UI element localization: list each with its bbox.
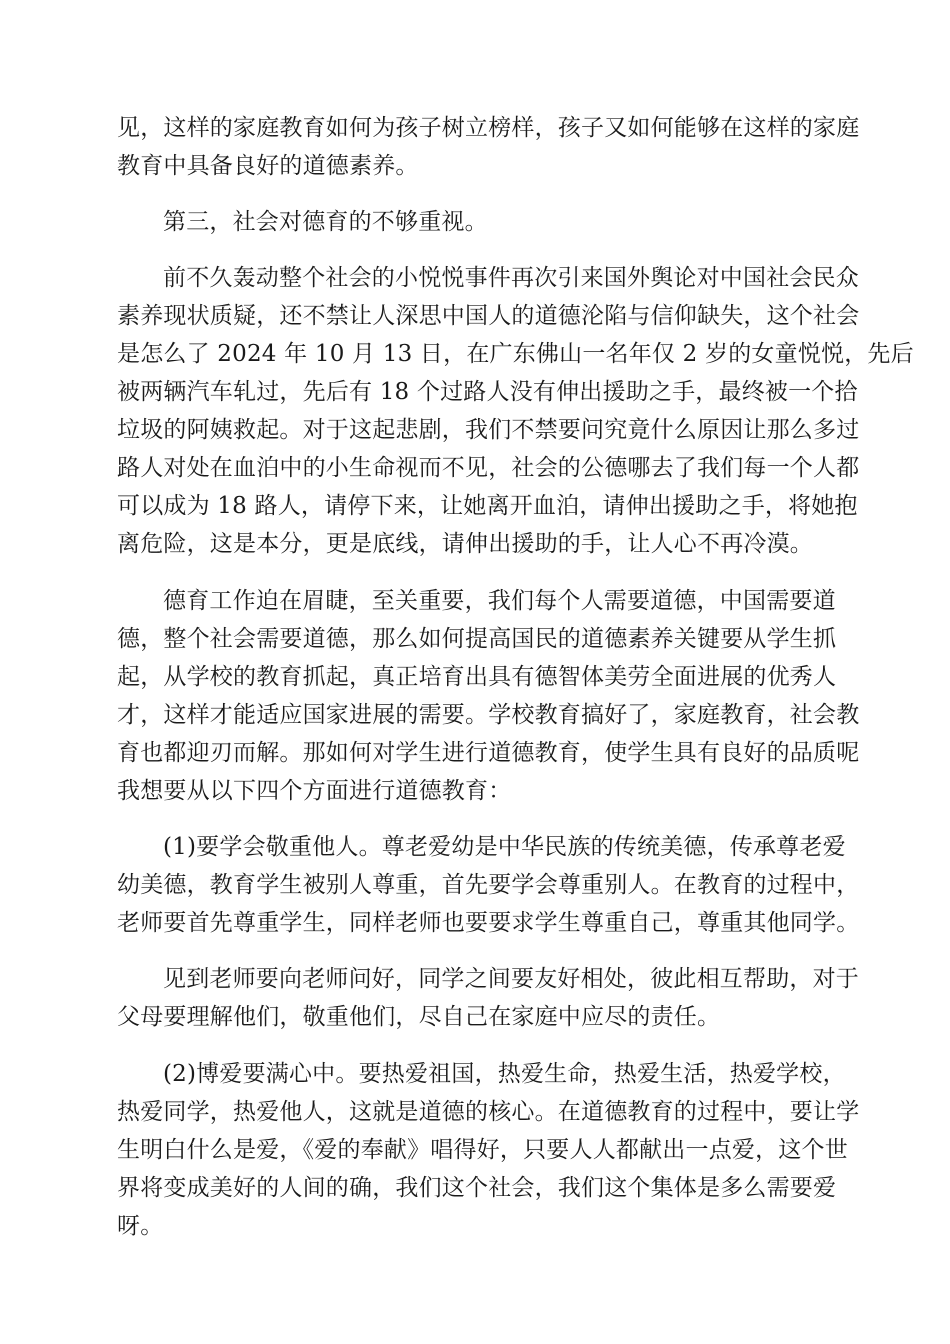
text-line: 热爱同学，热爱他人，这就是道德的核心。在道德教育的过程中，要让学 <box>117 1099 860 1125</box>
section-heading-third-point <box>117 203 833 241</box>
text-line: 老师要首先尊重学生，同样老师也要要求学生尊重自己，尊重其他同学。 <box>117 910 860 936</box>
text-line: 育也都迎刃而解。那如何对学生进行道德教育，使学生具有良好的品质呢 <box>117 740 860 766</box>
text-line: 路人对处在血泊中的小生命视而不见，社会的公德哪去了我们每一个人都 <box>117 455 860 481</box>
text-line: 离危险，这是本分，更是底线，请伸出援助的手，让人心不再冷漠。 <box>117 531 813 557</box>
text-line: 才，这样才能适应国家进展的需要。学校教育搞好了，家庭教育，社会教 <box>117 702 860 728</box>
text-line: 幼美德，教育学生被别人尊重，首先要学会尊重别人。在教育的过程中， <box>117 872 860 898</box>
list-item-universal-love <box>117 1055 860 1245</box>
text-line: 生明白什么是爱，《爱的奉献》唱得好，只要人人都献出一点爱，这个世 <box>117 1137 848 1163</box>
text-line: 素养现状质疑，还不禁让人深思中国人的道德沦陷与信仰缺失，这个社会 <box>117 303 860 329</box>
text-line: 界将变成美好的人间的确，我们这个社会，我们这个集体是多么需要爱 <box>117 1175 837 1201</box>
paragraph-xiaoyueyue-incident <box>117 259 914 563</box>
text-line: 呀。 <box>117 1213 164 1239</box>
paragraph-moral-education-urgency <box>117 582 860 810</box>
list-item-respect-others <box>117 828 860 942</box>
text-line: 可以成为 18 路人，请停下来，让她离开血泊，请伸出援助之手，将她抱 <box>117 493 858 519</box>
text-line: 德，整个社会需要道德，那么如何提高国民的道德素养关键要从学生抓 <box>117 626 837 652</box>
text-line: 是怎么了 2024 年 10 月 13 日，在广东佛山一名年仅 2 岁的女童悦悦，先后 <box>117 341 914 367</box>
text-line: (2)博爱要满心中。要热爱祖国，热爱生命，热爱生活，热爱学校， <box>163 1061 846 1087</box>
paragraph-family-education-end <box>117 109 860 185</box>
text-line: 父母要理解他们，敬重他们，尽自己在家庭中应尽的责任。 <box>117 1004 721 1030</box>
paragraph-greet-teachers <box>117 960 859 1036</box>
text-line: 垃圾的阿姨救起。对于这起悲剧，我们不禁要问究竟什么原因让那么多过 <box>117 417 860 443</box>
text-line: 第三，社会对德育的不够重视。 <box>163 209 488 235</box>
text-line: 前不久轰动整个社会的小悦悦事件再次引来国外舆论对中国社会民众 <box>163 265 859 291</box>
text-line: 见到老师要向老师问好，同学之间要友好相处，彼此相互帮助，对于 <box>163 966 859 992</box>
text-line: 被两辆汽车轧过，先后有 18 个过路人没有伸出援助之手，最终被一个拾 <box>117 379 858 405</box>
text-line: 我想要从以下四个方面进行道德教育： <box>117 778 512 804</box>
text-line: (1)要学会敬重他人。尊老爱幼是中华民族的传统美德，传承尊老爱 <box>163 834 846 860</box>
text-line: 起，从学校的教育抓起，真正培育出具有德智体美劳全面进展的优秀人 <box>117 664 837 690</box>
text-line: 教育中具备良好的道德素养。 <box>117 153 419 179</box>
text-line: 见，这样的家庭教育如何为孩子树立榜样，孩子又如何能够在这样的家庭 <box>117 115 860 141</box>
text-line: 德育工作迫在眉睫，至关重要，我们每个人需要道德，中国需要道 <box>163 588 836 614</box>
